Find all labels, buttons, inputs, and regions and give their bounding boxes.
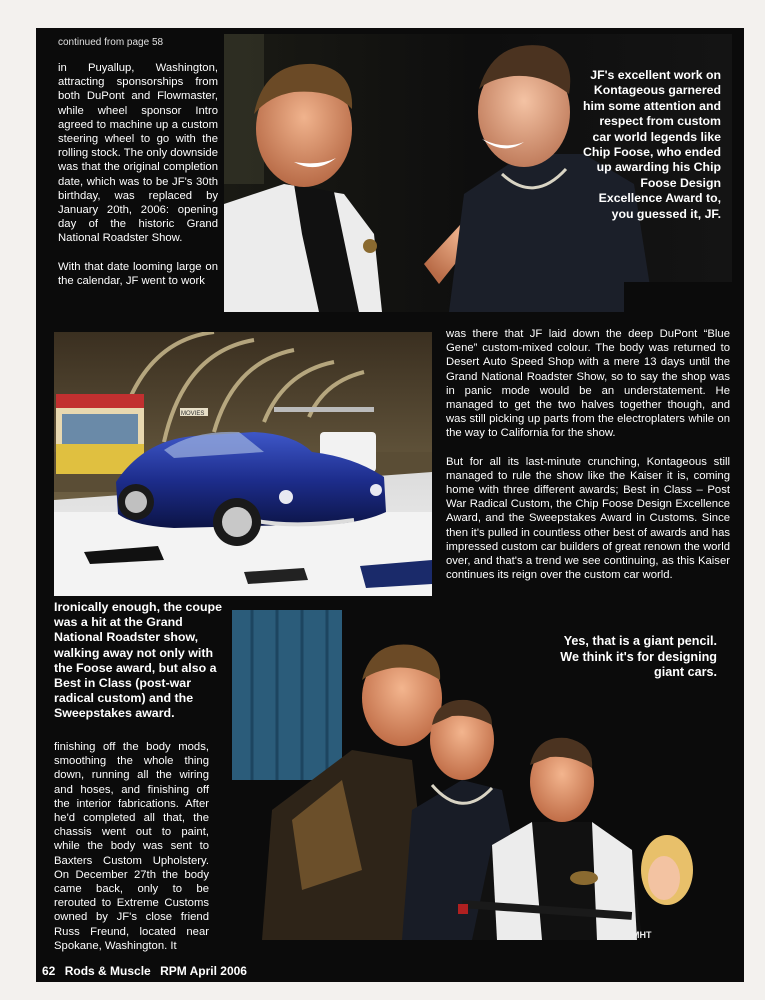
movies-sign: MOVIES — [181, 411, 205, 417]
page-footer — [42, 964, 247, 978]
body-text-column-bottom — [54, 740, 209, 967]
body-paragraph: was there that JF laid down the deep DuPont “Blue Gene” custom-mixed colour. The body was returned to Desert Auto Speed Shop with a mere 13 days until the Grand National Roadster Show, so to say the shop was in panic mode would be an understatement. He managed to get the two halves together though, and was still picking up parts from the electroplaters while on the way to California for the show. — [446, 328, 730, 440]
issue-label: RPM April 2006 — [160, 964, 247, 978]
photo-caption-bottom: Yes, that is a giant pencil. We think it's for designing giant cars. — [560, 634, 717, 680]
photo-caption-middle: Ironically enough, the coupe was a hit at the Grand National Roadster show, walking away not only with the Foose award, but also a Best in Class (post-war radical custom) and the Sweepstakes award. — [54, 600, 222, 721]
body-text-column-top — [58, 61, 218, 302]
body-text-column-right — [446, 327, 730, 596]
shirt-logo-text: MHT — [632, 930, 652, 940]
magazine-name: Rods & Muscle — [64, 964, 151, 978]
body-paragraph: With that date looming large on the calendar, JF went to work — [58, 260, 218, 287]
page-number: 62 — [42, 964, 56, 978]
photo-caption-top: JF's excellent work on Kontageous garnered him some attention and respect from custom car world legends like Chip Foose, who ended up awarding his Chip Foose Design Excellence Award to, you guessed it, JF. — [582, 68, 721, 221]
body-paragraph: in Puyallup, Washington, attracting sponsorships from both DuPont and Flowmaster, while wheel sponsor Intro agreed to machine up a custom steering wheel to go with the rolling stock. The only downside was that the original completion date, which was to be JF's 30th birthday, was replaced by January 20th, 2006: opening day of the historic Grand National Roadster Show. — [58, 62, 218, 245]
body-paragraph: But for all its last-minute crunching, Kontageous still managed to rule the show like the Kaiser it is, coming home with three different awards; Best in Class – Post War Radical Custom, the Chip Foose Design Excellence Award, and the Sweepstakes Award in Customs. Since then it's pulled in countless other best of awards and has impressed custom car builders of great renown the world over, and that's a trend we see continuing, as this Kaiser continues its reign over the custom car world. — [446, 455, 730, 582]
photo-kontageous-at-show — [54, 332, 432, 596]
continued-from-label: continued from page 58 — [58, 37, 164, 48]
body-paragraph: finishing off the body mods, smoothing the whole thing down, running all the wiring and hoses, and finishing off the interior fabrications. After he'd completed all that, the chassis went out to paint, while the body was sent to Baxters Custom Upholstery. On December 27th the body came back, only to be rerouted to Extreme Customs owned by JF's close friend Russ Freund, located near Spokane, Washington. It — [54, 741, 209, 952]
